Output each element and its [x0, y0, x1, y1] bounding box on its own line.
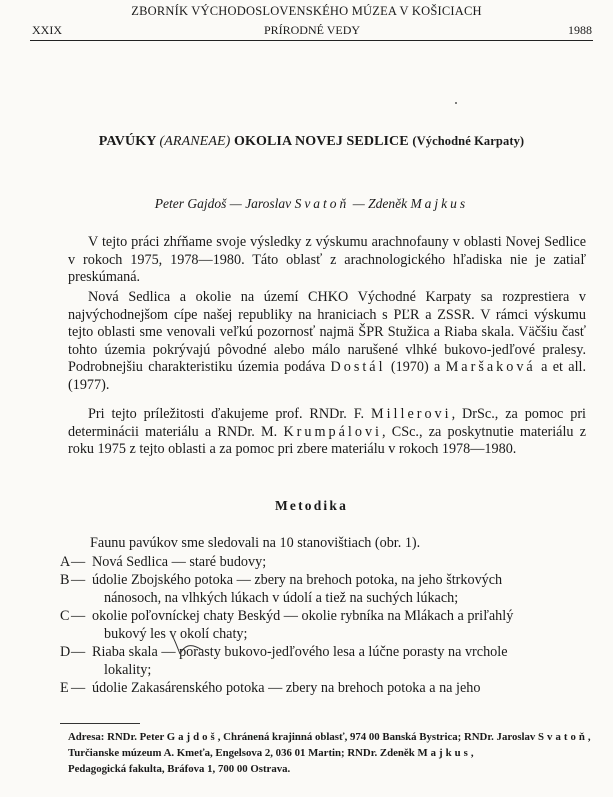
paragraph-text-b: , DrSc., za pomoc pri determinácii materiálu a RNDr. M. — [68, 406, 587, 440]
list-item — [60, 679, 585, 697]
list-item — [60, 643, 585, 679]
paragraph-text-c: a et all. (1977). — [68, 359, 587, 393]
site-text-line: okolie poľovníckej chaty Beskýd — okolie rybníka na Mlákach a priľahlý — [92, 608, 514, 624]
author-2-last: Svatoň — [294, 196, 350, 211]
footnote-lead: Adresa: RNDr. Peter — [68, 731, 165, 743]
author-3-last: Majkus — [410, 196, 469, 211]
site-dash: — — [71, 572, 86, 588]
list-item — [60, 571, 585, 607]
site-dash: — — [71, 554, 86, 570]
name-millerovi: Millerovi — [371, 406, 452, 422]
paragraph-3 — [68, 406, 586, 459]
site-letter: A — [60, 554, 71, 570]
site-dash: — — [71, 680, 86, 696]
author-1: Peter Gajdoš — [154, 196, 227, 211]
site-text — [92, 571, 585, 607]
site-text — [92, 607, 585, 643]
methods-intro: Faunu pavúkov sme sledovali na 10 stanovištiach (obr. 1). — [90, 535, 421, 551]
site-letter: C — [60, 608, 70, 624]
site-text-line: Nová Sedlica — staré budovy; — [92, 554, 267, 570]
site-text — [92, 553, 585, 571]
author-ref-marsak: Maršaková — [445, 359, 536, 376]
paragraph-text — [68, 289, 586, 395]
site-letter: D — [60, 644, 71, 660]
section-name: PRÍRODNÉ VEDY — [263, 23, 361, 37]
site-text-line: údolie Zakasárenského potoka — zbery na brehoch potoka a na jeho — [92, 680, 481, 696]
section-heading-methods: Metodika — [274, 498, 349, 513]
year: 1988 — [568, 23, 592, 37]
footnote-name-3: Majkus — [417, 747, 471, 759]
footnote-part-2: , Turčianske múzeum A. Kmeťa, Engelsova 2, 036 01 Martin; RNDr. Zdeněk — [68, 731, 591, 759]
site-letter: B — [60, 572, 70, 588]
site-letter: E — [60, 680, 69, 696]
site-text-line: údolie Zbojského potoka — zbery na brehoch potoka, na jeho štrkových — [92, 572, 503, 588]
site-text — [92, 643, 585, 679]
pencil-mark — [168, 628, 204, 658]
paragraph-text: V tejto práci zhŕňame svoje výsledky z výskumu arachnofauny v oblasti Novej Sedlice v rokoch 1975, 1978—1980. Táto oblasť z arachnologického hľadiska nie je zatiaľ preskúmaná. — [68, 234, 586, 286]
author-line — [30, 196, 593, 212]
paragraph-1 — [68, 234, 586, 287]
author-ref-dostal: Dostál — [330, 359, 386, 376]
author-2-first: Jaroslav — [245, 196, 292, 211]
paragraph-text-a: Nová Sedlica a okolie na území CHKO Východné Karpaty sa rozprestiera v najvýchodnejšom cípe našej republiky na hraniciach s PĽR a ZSSR. V rámci výskumu tejto oblasti sme venovali veľkú pozornosť najmä ŠPR Stužica a Riaba skala. Väčšiu časť tohto územia pokrývajú pôvodné alebo málo narušené vlhké bukovo-jedľové pralesy. Podrobnejšiu charakteristiku územia podáva — [68, 289, 586, 376]
paragraph-text-b: (1970) a — [390, 359, 441, 376]
scan-speck — [455, 102, 457, 104]
title-part-d: (Východné Karpaty) — [412, 134, 525, 148]
site-list — [60, 553, 585, 697]
article-title — [30, 134, 593, 150]
paragraph-text — [68, 406, 586, 459]
journal-title: ZBORNÍK VÝCHODOSLOVENSKÉHO MÚZEA V KOŠICIACH — [131, 4, 482, 18]
volume-number: XXIX — [32, 23, 62, 37]
site-text-continuation: nánosoch, na vlhkých lúkach v údolí a tiež na suchých lúkach; — [104, 590, 459, 606]
title-part-c: OKOLIA NOVEJ SEDLICE — [234, 134, 409, 149]
site-text — [92, 679, 585, 697]
footnote-part-1: , Chránená krajinná oblasť, 974 00 Banská Bystrica; RNDr. Jaroslav — [217, 731, 536, 743]
author-separator: — — [352, 196, 365, 211]
site-text-line: Riaba skala — porasty bukovo-jedľového lesa a lúčne porasty na vrchole — [92, 644, 508, 660]
paragraph-text-a: Pri tejto príležitosti ďakujeme prof. RNDr. F. — [88, 406, 365, 422]
author-separator: — — [229, 196, 242, 211]
name-krumpalovi: Krumpálovi — [283, 423, 382, 440]
site-dash: — — [71, 644, 86, 660]
list-item — [60, 553, 585, 571]
site-text-continuation: lokality; — [104, 662, 152, 678]
footnote-rule — [60, 723, 140, 724]
footnote-name-1: Gajdoš — [166, 731, 218, 743]
title-part-b: (ARANEAE) — [159, 134, 231, 149]
site-dash: — — [71, 608, 86, 624]
header-rule — [30, 40, 593, 41]
footnote-line-3: Pedagogická fakulta, Bráfova 1, 700 00 Ostrava. — [68, 763, 291, 775]
author-3-first: Zdeněk — [368, 196, 408, 211]
address-footnote — [68, 729, 593, 777]
paragraph-2 — [68, 289, 586, 395]
footnote-name-2: Svatoň — [538, 731, 588, 743]
paragraph-text-c: , CSc., za poskytnutie materiálu z roku 1975 z tejto oblasti a za pomoc pri zbere materiálu v rokoch 1978—1980. — [68, 423, 587, 458]
list-item — [60, 607, 585, 643]
title-part-a: PAVÚKY — [98, 134, 156, 149]
footnote-part-3: , — [470, 747, 474, 759]
site-text-continuation: bukový les v okolí chaty; — [104, 626, 248, 642]
